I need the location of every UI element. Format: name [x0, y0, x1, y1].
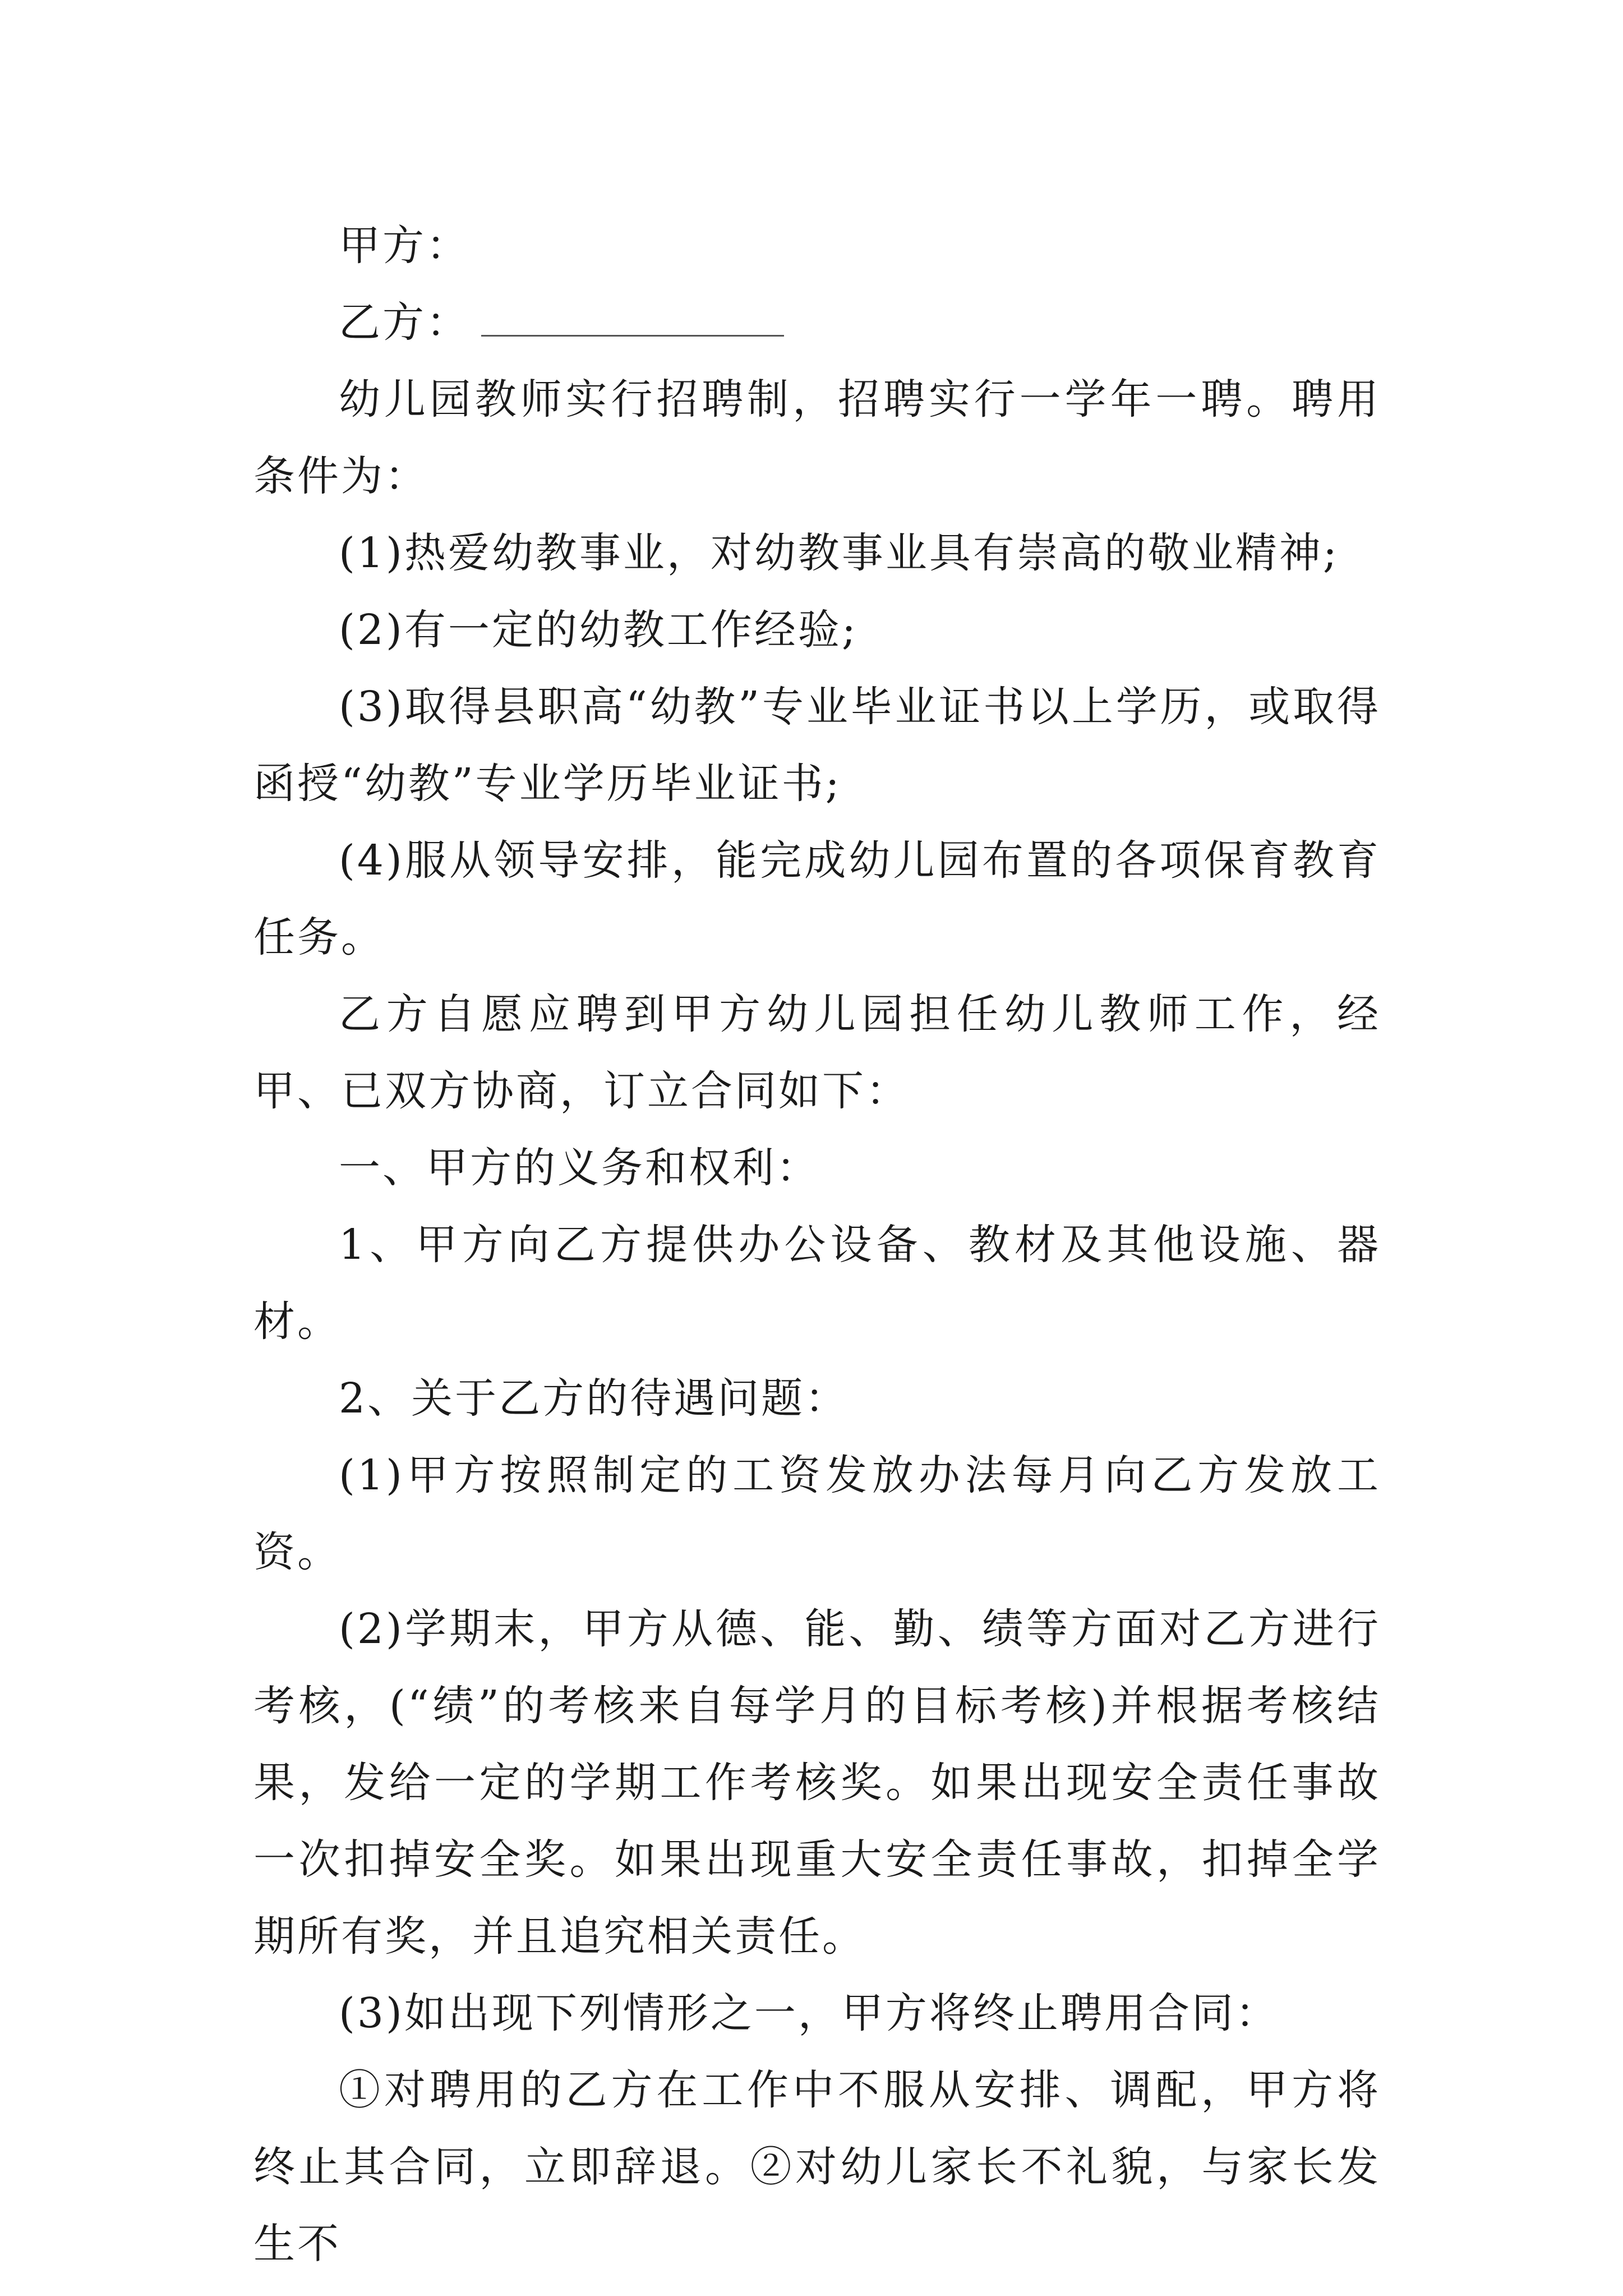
paragraph: 一、甲方的义务和权利： [339, 1144, 820, 1192]
paragraph: (3)如出现下列情形之一，甲方将终止聘用合同： [339, 1989, 1279, 2037]
paragraph: 乙方自愿应聘到甲方幼儿园担任幼儿教师工作，经甲、已双方协商，订立合同如下： [253, 990, 1381, 1115]
paragraph: (1)热爱幼教事业，对幼教事业具有崇高的敬业精神; [339, 529, 1339, 577]
paragraph: (4)服从领导安排，能完成幼儿园布置的各项保育教育任务。 [253, 836, 1381, 961]
paragraph: ①对聘用的乙方在工作中不服从安排、调配，甲方将终止其合同，立即辞退。②对幼儿家长不礼貌，与家长发生不 [253, 2066, 1381, 2268]
paragraph: (1)甲方按照制定的工资发放办法每月向乙方发放工资。 [253, 1451, 1381, 1576]
party-b-label: 乙方： [339, 298, 470, 347]
paragraph: (2)有一定的幼教工作经验; [339, 606, 858, 654]
party-b-blank [481, 301, 784, 337]
party-b-line [253, 284, 1381, 361]
paragraph: (3)取得县职高“幼教”专业毕业证书以上学历，或取得函授“幼教”专业学历毕业证书; [253, 683, 1381, 808]
paragraph: 1、甲方向乙方提供办公设备、教材及其他设施、器材。 [253, 1221, 1381, 1346]
paragraph: 2、关于乙方的待遇问题： [339, 1374, 849, 1423]
party-a-line [253, 208, 1381, 284]
paragraph: 幼儿园教师实行招聘制，招聘实行一学年一聘。聘用条件为： [253, 375, 1381, 500]
paragraph: (2)学期末，甲方从德、能、勤、绩等方面对乙方进行考核，(“绩”的考核来自每学月的目标考核)并根据考核结果，发给一定的学期工作考核奖。如果出现安全责任事故一次扣掉安全奖。如果出现重大安全责任事故，扣掉全学期所有奖，并且追究相关责任。 [253, 1605, 1381, 1961]
contract-text [253, 208, 1381, 2283]
party-a-label: 甲方： [339, 222, 470, 270]
